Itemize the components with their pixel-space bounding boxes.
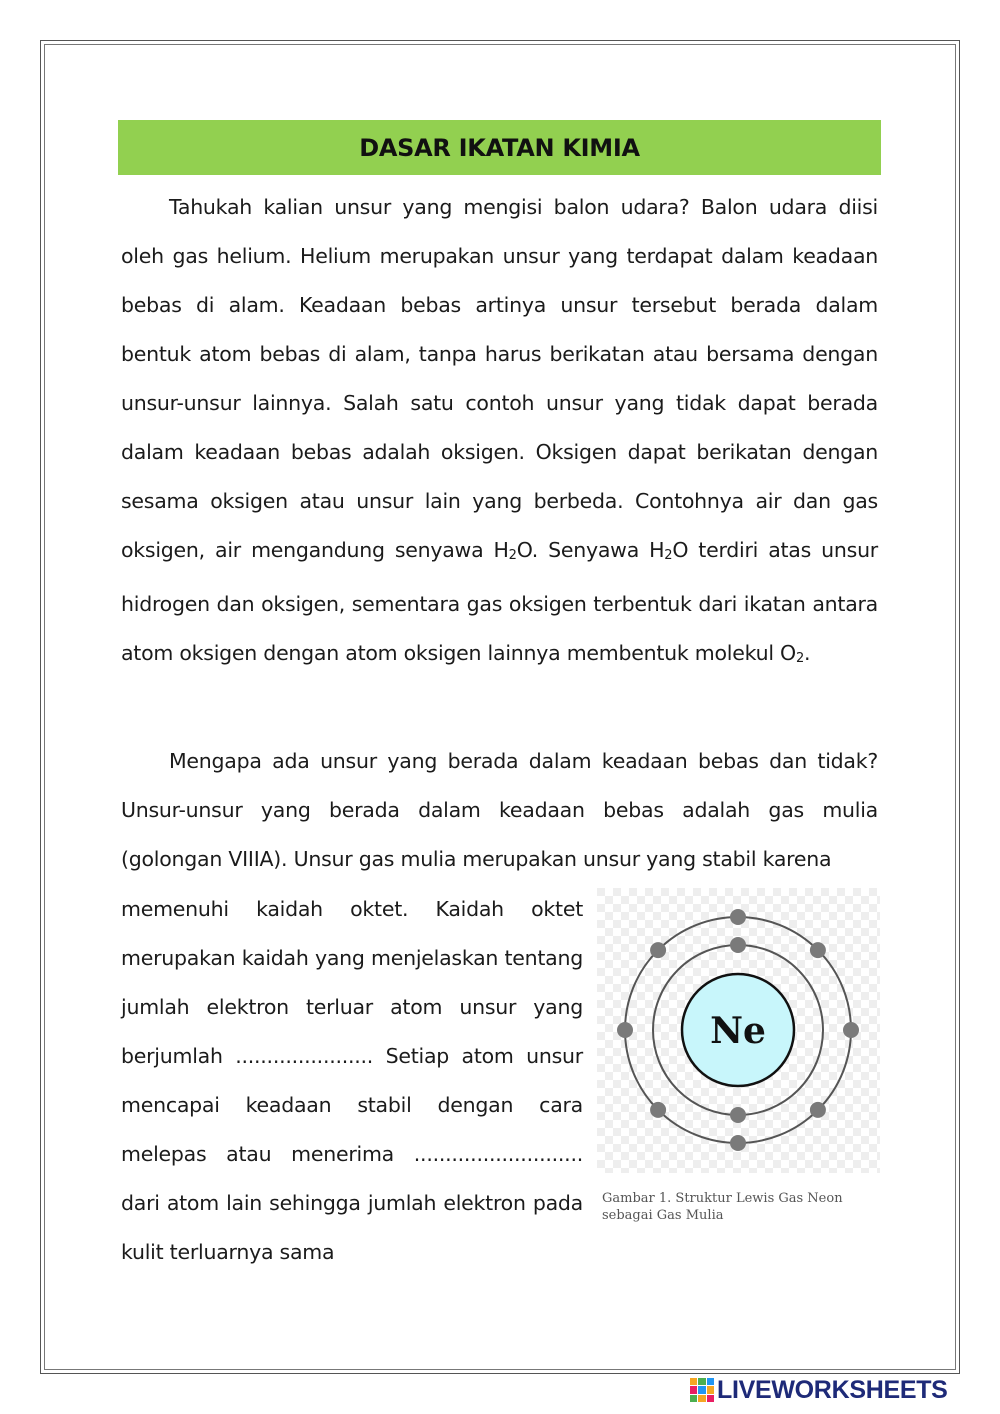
logo-text: LIVEWORKSHEETS (717, 1375, 948, 1404)
blank-electron-count[interactable]: ...................... (235, 1044, 374, 1068)
outer-shell-electron (617, 1022, 633, 1038)
title-banner (118, 120, 881, 175)
outer-shell-electron (730, 1135, 746, 1151)
element-symbol: Ne (710, 1010, 766, 1052)
outer-shell-electron (650, 942, 666, 958)
noble-gas-paragraph: Mengapa ada unsur yang berada dalam keadaan bebas dan tidak? Unsur-unsur yang berada dalam keadaan bebas adalah gas mulia (golongan VIIIA). Unsur gas mulia merupakan unsur yang stabil karena (121, 749, 878, 871)
outer-shell-electron (810, 942, 826, 958)
outer-shell-electron (810, 1102, 826, 1118)
page-title: DASAR IKATAN KIMIA (359, 133, 640, 162)
liveworksheets-logo (690, 1377, 948, 1403)
outer-shell-electron (730, 909, 746, 925)
figure-caption: Gambar 1. Struktur Lewis Gas Neon sebagai Gas Mulia (602, 1191, 843, 1223)
intro-paragraph: Tahukah kalian unsur yang mengisi balon udara? Balon udara diisi oleh gas helium. Helium merupakan unsur yang terdapat dalam keadaan bebas di alam. Keadaan bebas artinya unsur tersebut berada dalam bentuk atom bebas di alam, tanpa harus berikatan atau bersama dengan unsur-unsur lainnya. Salah satu contoh unsur yang tidak dapat berada dalam keadaan bebas adalah oksigen. Oksigen dapat berikatan dengan sesama oksigen atau unsur lain yang berbeda. Contohnya air dan gas oksigen, air mengandung senyawa $H_2O$. Senyawa $H_2O$ terdiri atas unsur hidrogen dan oksigen, sementara gas oksigen terbentuk dari ikatan antara atom oksigen dengan atom oksigen lainnya membentuk molekul $O_2$. (121, 195, 878, 666)
blank-electron-transfer[interactable]: ........................... (413, 1142, 583, 1166)
neon-atom-diagram (597, 888, 880, 1173)
outer-shell-electron (843, 1022, 859, 1038)
octet-paragraph: memenuhi kaidah oktet. Kaidah oktet merupakan kaidah yang menjelaskan tentang jumlah elektron terluar atom unsur yang berjumlah ...................... Setiap atom unsur mencapai keadaan stabil dengan cara melepas atau menerima ........................... dari atom lain sehingga jumlah elektron pada kulit terluarnya sama (121, 897, 583, 1264)
outer-shell-electron (650, 1102, 666, 1118)
inner-shell-electron (730, 937, 746, 953)
inner-shell-electron (730, 1107, 746, 1123)
logo-icon (690, 1378, 714, 1402)
